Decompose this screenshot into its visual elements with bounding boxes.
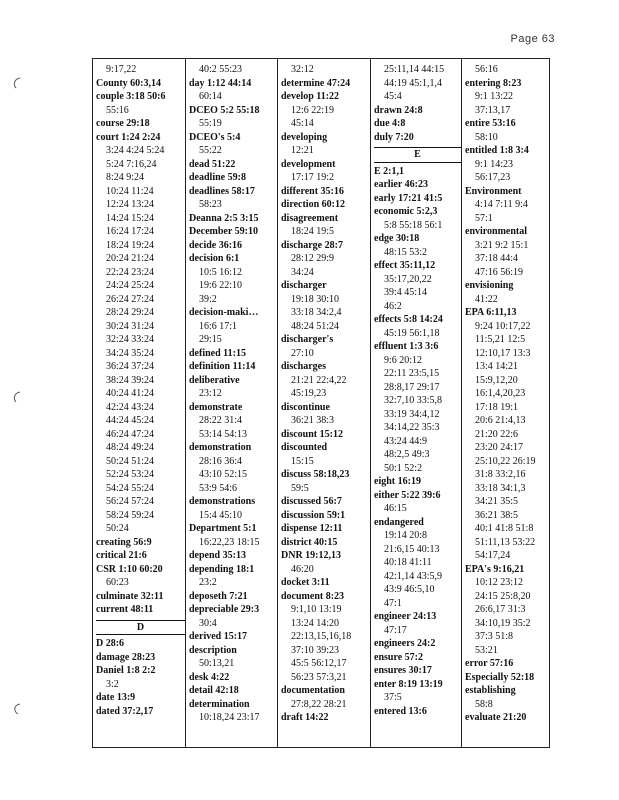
index-column-4 xyxy=(370,59,461,747)
index-term-entry: direction 60:12 xyxy=(281,199,345,210)
index-page-ref-line: 9:6 20:12 xyxy=(384,354,423,366)
index-term-entry: ensures 30:17 xyxy=(374,665,432,676)
index-term-entry: establishing xyxy=(465,685,516,696)
index-term-entry: D 28:6 xyxy=(96,638,125,649)
index-page-ref-line: 3:2 xyxy=(106,678,119,690)
index-term-entry: decide 36:16 xyxy=(189,239,243,251)
index-term-entry: discount 15:12 xyxy=(281,428,343,440)
index-page-ref-line: 22:11 23:5,15 xyxy=(384,368,440,379)
index-term-entry: different 35:16 xyxy=(281,185,344,197)
index-page-ref-line: 55:19 xyxy=(199,118,222,129)
index-term-entry: discharger xyxy=(281,280,327,291)
index-page-ref-line: 17:17 19:2 xyxy=(291,172,335,183)
index-page-ref-line: 53:21 xyxy=(475,644,498,656)
index-term-entry: document 8:23 xyxy=(281,590,345,602)
index-page-ref-line: 3:21 9:2 15:1 xyxy=(475,239,529,251)
index-page-ref-line: 45:19,23 xyxy=(291,388,327,399)
index-page-ref-line: 33:18 34:2,4 xyxy=(291,307,342,318)
index-term-entry: culminate 32:11 xyxy=(96,590,164,602)
index-page-ref-line: 42:1,14 43:5,9 xyxy=(384,570,443,582)
index-page-ref-line: 32:7,10 33:5,8 xyxy=(384,395,443,406)
index-page-ref-line: 28:12 29:9 xyxy=(291,253,335,264)
index-page-ref-line: 46:2 xyxy=(384,300,402,312)
index-term-entry: decision-maki… xyxy=(189,307,259,318)
index-page-ref-line: 37:3 51:8 xyxy=(475,631,514,642)
index-page-ref-line: 27:10 xyxy=(291,347,314,359)
index-page-ref-line: 27:8,22 28:21 xyxy=(291,698,347,710)
index-page-ref-line: 14:24 15:24 xyxy=(106,212,155,224)
index-term-entry: environmental xyxy=(465,226,528,237)
index-page-ref-line: 12:21 xyxy=(291,145,314,156)
index-page-ref-line: 22:24 23:24 xyxy=(106,266,155,278)
index-page-ref-line: 46:15 xyxy=(384,503,407,514)
index-page-ref-line: 24:24 25:24 xyxy=(106,280,155,291)
index-term-entry: Environment xyxy=(465,185,522,197)
index-term-entry: entire 53:16 xyxy=(465,118,516,129)
index-page-ref-line: 28:16 36:4 xyxy=(199,455,243,467)
page-number: Page 63 xyxy=(510,33,555,45)
index-page-ref-line: 44:19 45:1,1,4 xyxy=(384,77,443,89)
index-term-entry: economic 5:2,3 xyxy=(374,206,438,217)
index-term-entry: demonstrate xyxy=(189,401,243,413)
index-term-entry: dead 51:22 xyxy=(189,158,236,170)
index-page-ref-line: 16:24 17:24 xyxy=(106,226,155,237)
punch-hole-mark-top-icon xyxy=(10,76,24,90)
index-page-ref-line: 55:22 xyxy=(199,145,222,156)
index-term-entry: effluent 1:3 3:6 xyxy=(374,341,439,352)
index-page-ref-line: 31:8 33:2,16 xyxy=(475,469,526,480)
index-page-ref-line: 13:4 14:21 xyxy=(475,361,519,372)
index-term-entry: DNR 19:12,13 xyxy=(281,550,341,561)
index-page-ref-line: 34:10,19 35:2 xyxy=(475,617,531,629)
index-page-ref-line: 48:24 49:24 xyxy=(106,442,155,453)
index-page-ref-line: 56:17,23 xyxy=(475,172,511,183)
index-page-ref-line: 30:24 31:24 xyxy=(106,320,155,332)
index-page-ref-line: 29:15 xyxy=(199,334,222,345)
index-page-ref-line: 40:24 41:24 xyxy=(106,388,155,399)
index-page-ref-line: 10:18,24 23:17 xyxy=(199,712,260,723)
index-page-ref-line: 19:6 22:10 xyxy=(199,280,243,291)
index-page-ref-line: 5:24 7:16,24 xyxy=(106,158,157,170)
index-term-entry: current 48:11 xyxy=(96,604,154,615)
index-term-entry: County 60:3,14 xyxy=(96,77,162,89)
index-column-5 xyxy=(461,59,549,747)
index-term-entry: discharge 28:7 xyxy=(281,239,343,251)
index-page-ref-line: 60:14 xyxy=(199,91,222,102)
index-page-ref-line: 39:4 45:14 xyxy=(384,287,428,298)
index-page-ref-line: 45:14 xyxy=(291,118,314,129)
index-page-ref-line: 48:24 51:24 xyxy=(291,320,340,332)
index-page-ref-line: 17:18 19:1 xyxy=(475,401,519,413)
index-page-ref-line: 9:1,10 13:19 xyxy=(291,604,342,615)
index-term-entry: creating 56:9 xyxy=(96,536,152,548)
index-term-entry: due 4:8 xyxy=(374,118,406,129)
index-page-ref-line: 15:4 45:10 xyxy=(199,509,243,521)
index-page-ref-line: 3:24 4:24 5:24 xyxy=(106,145,165,156)
index-page-ref-line: 33:18 34:1,3 xyxy=(475,482,526,494)
index-page-ref-line: 58:24 59:24 xyxy=(106,509,155,521)
index-page-ref-line: 22:13,15,16,18 xyxy=(291,631,352,642)
index-page-ref-line: 9:17,22 xyxy=(106,64,137,75)
index-page-ref-line: 37:5 xyxy=(384,692,402,703)
index-term-entry: engineers 24:2 xyxy=(374,638,436,649)
index-page-ref-line: 19:18 30:10 xyxy=(291,293,340,305)
index-page-ref-line: 50:24 xyxy=(106,523,129,534)
index-column-2 xyxy=(185,59,277,747)
index-page-ref-line: 45:19 56:1,18 xyxy=(384,327,440,339)
index-page-ref-line: 28:22 31:4 xyxy=(199,415,243,426)
index-page-ref-line: 48:15 53:2 xyxy=(384,246,428,258)
index-term-entry: discuss 58:18,23 xyxy=(281,469,350,480)
index-page-ref-line: 42:24 43:24 xyxy=(106,401,155,413)
index-page-ref-line: 48:2,5 49:3 xyxy=(384,449,430,460)
index-page-ref-line: 12:10,17 13:3 xyxy=(475,347,531,359)
index-term-entry: deliberative xyxy=(189,374,240,386)
index-term-entry: eight 16:19 xyxy=(374,476,421,487)
index-page-ref-line: 40:18 41:11 xyxy=(384,557,432,568)
index-term-entry: DCEO's 5:4 xyxy=(189,131,241,143)
index-page-ref-line: 50:13,21 xyxy=(199,658,235,669)
index-term-entry: documentation xyxy=(281,685,345,696)
index-page-ref-line: 4:14 7:11 9:4 xyxy=(475,199,528,210)
index-page-ref-line: 50:1 52:2 xyxy=(384,462,423,474)
index-term-entry: demonstration xyxy=(189,442,252,453)
index-page-ref-line: 21:21 22:4,22 xyxy=(291,374,347,386)
index-term-entry: dated 37:2,17 xyxy=(96,705,154,717)
punch-hole-mark-middle-icon xyxy=(10,390,24,404)
index-page-ref-line: 5:8 55:18 56:1 xyxy=(384,219,443,231)
index-term-entry: day 1:12 44:14 xyxy=(189,77,252,89)
index-page-ref-line: 47:16 56:19 xyxy=(475,266,524,278)
index-term-entry: entering 8:23 xyxy=(465,77,522,89)
index-page-ref-line: 44:24 45:24 xyxy=(106,415,155,426)
index-term-entry: discharges xyxy=(281,361,326,372)
index-term-entry: deadlines 58:17 xyxy=(189,185,255,197)
index-term-entry: error 57:16 xyxy=(465,658,514,669)
index-page-ref-line: 56:23 57:3,21 xyxy=(291,671,347,683)
index-page-ref-line: 40:1 41:8 51:8 xyxy=(475,523,534,534)
index-term-entry: draft 14:22 xyxy=(281,712,329,723)
index-term-entry: deadline 59:8 xyxy=(189,172,246,183)
index-page-ref-line: 53:14 54:13 xyxy=(199,428,248,440)
index-page-ref-line: 38:24 39:24 xyxy=(106,374,155,386)
index-term-entry: discounted xyxy=(281,442,328,453)
index-term-entry: critical 21:6 xyxy=(96,550,147,561)
index-page-ref-line: 13:24 14:20 xyxy=(291,617,340,629)
index-term-entry: dispense 12:11 xyxy=(281,523,343,534)
index-page-ref-line: 34:24 xyxy=(291,266,314,278)
index-term-entry: evaluate 21:20 xyxy=(465,712,527,723)
index-term-entry: date 13:9 xyxy=(96,692,136,703)
index-page-ref-line: 10:12 23:12 xyxy=(475,577,524,588)
index-term-entry: E 2:1,1 xyxy=(374,165,404,177)
index-page-ref-line: 23:2 xyxy=(199,577,217,588)
index-term-entry: CSR 1:10 60:20 xyxy=(96,563,163,575)
index-term-entry: depreciable 29:3 xyxy=(189,604,260,615)
index-page-ref-line: 37:10 39:23 xyxy=(291,644,340,656)
index-page-ref-line: 46:20 xyxy=(291,563,314,575)
section-letter-heading: E xyxy=(374,147,461,163)
index-term-entry: demonstrations xyxy=(189,496,256,507)
punch-hole-mark-bottom-icon xyxy=(10,702,24,716)
index-page-ref-line: 30:4 xyxy=(199,617,217,629)
index-term-entry: discontinue xyxy=(281,401,330,413)
index-page-ref-line: 20:6 21:4,13 xyxy=(475,415,526,426)
index-page-ref-line: 32:24 33:24 xyxy=(106,334,155,345)
index-column-3 xyxy=(277,59,370,747)
index-term-entry: develop 11:22 xyxy=(281,91,340,102)
index-term-entry: discussed 56:7 xyxy=(281,496,342,507)
index-page-ref-line: 47:17 xyxy=(384,624,407,636)
index-page-ref-line: 45:4 xyxy=(384,91,402,102)
index-page-ref-line: 16:1,4,20,23 xyxy=(475,388,526,399)
index-page-ref-line: 37:18 44:4 xyxy=(475,253,519,264)
index-term-entry: desk 4:22 xyxy=(189,671,230,683)
section-letter-heading: D xyxy=(96,620,185,636)
index-term-entry: early 17:21 41:5 xyxy=(374,192,443,204)
index-term-entry: edge 30:18 xyxy=(374,233,420,244)
index-term-entry: course 29:18 xyxy=(96,118,150,129)
index-page-ref-line: 34:24 35:24 xyxy=(106,347,155,359)
index-page-ref-line: 57:1 xyxy=(475,212,493,224)
index-page-ref-line: 56:24 57:24 xyxy=(106,496,155,507)
index-term-entry: depending 18:1 xyxy=(189,563,255,575)
index-term-entry: either 5:22 39:6 xyxy=(374,489,441,501)
index-page-ref-line: 52:24 53:24 xyxy=(106,469,155,480)
index-page-ref-line: 37:13,17 xyxy=(475,104,511,116)
index-page-ref-line: 53:9 54:6 xyxy=(199,482,238,494)
index-page-ref-line: 12:6 22:19 xyxy=(291,104,335,116)
index-page-ref-line: 16:22,23 18:15 xyxy=(199,536,260,548)
index-term-entry: Deanna 2:5 3:15 xyxy=(189,212,259,224)
index-page-ref-line: 35:17,20,22 xyxy=(384,273,432,285)
index-page-ref-line: 15:9,12,20 xyxy=(475,374,518,386)
index-page-ref-line: 16:6 17:1 xyxy=(199,320,238,332)
index-term-entry: definition 11:14 xyxy=(189,361,256,372)
index-page-ref-line: 25:10,22 26:19 xyxy=(475,455,536,467)
index-page-ref-line: 36:21 38:5 xyxy=(475,509,519,521)
index-page-ref-line: 24:15 25:8,20 xyxy=(475,590,531,602)
index-term-entry: EPA's 9:16,21 xyxy=(465,563,525,575)
index-page-ref-line: 45:5 56:12,17 xyxy=(291,658,347,669)
index-page-ref-line: 58:8 xyxy=(475,698,493,710)
index-term-entry: endangered xyxy=(374,516,424,528)
word-index-table xyxy=(92,58,550,748)
index-term-entry: DCEO 5:2 55:18 xyxy=(189,104,260,116)
index-page-ref-line: 21:20 22:6 xyxy=(475,428,519,440)
index-page-ref-line: 11:5,21 12:5 xyxy=(475,334,526,345)
index-page-ref-line: 43:10 52:15 xyxy=(199,469,248,480)
index-term-entry: decision 6:1 xyxy=(189,253,240,264)
index-term-entry: defined 11:15 xyxy=(189,347,246,359)
index-term-entry: discharger's xyxy=(281,334,334,345)
index-term-entry: Especially 52:18 xyxy=(465,671,535,683)
index-page-ref-line: 32:12 xyxy=(291,64,314,75)
index-page-ref-line: 34:21 35:5 xyxy=(475,496,519,507)
index-term-entry: docket 3:11 xyxy=(281,577,330,588)
index-term-entry: entered 13:6 xyxy=(374,705,427,717)
index-page-ref-line: 9:1 14:23 xyxy=(475,158,514,170)
index-page-ref-line: 23:20 24:17 xyxy=(475,442,524,453)
index-page-ref-line: 9:1 13:22 xyxy=(475,91,514,102)
index-page-ref-line: 43:9 46:5,10 xyxy=(384,584,435,595)
index-page-ref-line: 34:14,22 35:3 xyxy=(384,422,440,433)
index-page-ref-line: 21:6,15 40:13 xyxy=(384,543,440,555)
index-term-entry: district 40:15 xyxy=(281,536,338,548)
index-page-ref-line: 47:1 xyxy=(384,597,402,609)
index-page-ref-line: 54:24 55:24 xyxy=(106,482,155,494)
index-page-ref-line: 36:21 38:3 xyxy=(291,415,335,426)
index-term-entry: court 1:24 2:24 xyxy=(96,131,161,143)
index-term-entry: detail 42:18 xyxy=(189,685,239,696)
index-page-ref-line: 43:24 44:9 xyxy=(384,435,428,447)
index-term-entry: Department 5:1 xyxy=(189,523,257,534)
index-term-entry: engineer 24:13 xyxy=(374,611,437,622)
index-page-ref-line: 23:12 xyxy=(199,388,222,399)
index-term-entry: envisioning xyxy=(465,280,514,291)
index-term-entry: EPA 6:11,13 xyxy=(465,307,517,318)
index-page-ref-line: 20:24 21:24 xyxy=(106,253,155,264)
index-term-entry: drawn 24:8 xyxy=(374,104,423,116)
index-term-entry: developing xyxy=(281,131,328,143)
index-term-entry: December 59:10 xyxy=(189,226,258,237)
index-term-entry: enter 8:19 13:19 xyxy=(374,678,443,690)
index-column-1 xyxy=(93,59,185,747)
index-term-entry: discussion 59:1 xyxy=(281,509,346,521)
index-page-ref-line: 12:24 13:24 xyxy=(106,199,155,210)
index-term-entry: description xyxy=(189,644,237,656)
index-term-entry: determination xyxy=(189,698,250,710)
index-page-ref-line: 18:24 19:5 xyxy=(291,226,335,237)
index-page-ref-line: 41:22 xyxy=(475,293,498,305)
index-term-entry: Daniel 1:8 2:2 xyxy=(96,665,156,676)
index-page-ref-line: 33:19 34:4,12 xyxy=(384,408,440,420)
index-page-ref-line: 50:24 51:24 xyxy=(106,455,155,467)
index-page-ref-line: 26:6,17 31:3 xyxy=(475,604,526,615)
index-page-ref-line: 58:10 xyxy=(475,131,498,143)
index-term-entry: duly 7:20 xyxy=(374,131,414,143)
index-term-entry: derived 15:17 xyxy=(189,631,248,642)
index-term-entry: earlier 46:23 xyxy=(374,179,428,190)
index-page-ref-line: 58:23 xyxy=(199,199,222,210)
index-page-ref-line: 15:15 xyxy=(291,455,314,467)
index-page-ref-line: 28:8,17 29:17 xyxy=(384,381,440,393)
index-term-entry: effect 35:11,12 xyxy=(374,260,436,271)
index-page-ref-line: 19:14 20:8 xyxy=(384,530,428,541)
index-term-entry: entitled 1:8 3:4 xyxy=(465,145,529,156)
index-term-entry: development xyxy=(281,158,336,170)
index-page-ref-line: 8:24 9:24 xyxy=(106,172,145,183)
index-page-ref-line: 25:11,14 44:15 xyxy=(384,64,445,75)
index-term-entry: disagreement xyxy=(281,212,339,224)
index-page-ref-line: 36:24 37:24 xyxy=(106,361,155,372)
index-term-entry: damage 28:23 xyxy=(96,651,156,663)
index-page-ref-line: 26:24 27:24 xyxy=(106,293,155,305)
index-page-ref-line: 18:24 19:24 xyxy=(106,239,155,251)
index-page-ref-line: 40:2 55:23 xyxy=(199,64,243,75)
index-term-entry: depend 35:13 xyxy=(189,550,246,561)
index-page-ref-line: 54:17,24 xyxy=(475,550,511,561)
index-page-ref-line: 9:24 10:17,22 xyxy=(475,320,531,332)
index-page-ref-line: 39:2 xyxy=(199,293,217,305)
index-page-ref-line: 10:5 16:12 xyxy=(199,266,243,278)
index-page-ref-line: 51:11,13 53:22 xyxy=(475,536,536,548)
index-term-entry: ensure 57:2 xyxy=(374,651,423,663)
index-page-ref-line: 10:24 11:24 xyxy=(106,185,154,197)
index-term-entry: effects 5:8 14:24 xyxy=(374,314,443,325)
index-page-ref-line: 46:24 47:24 xyxy=(106,428,155,440)
index-term-entry: deposeth 7:21 xyxy=(189,590,248,602)
index-term-entry: couple 3:18 50:6 xyxy=(96,91,166,102)
index-page-ref-line: 60:23 xyxy=(106,577,129,588)
index-page-ref-line: 28:24 29:24 xyxy=(106,307,155,318)
index-page-ref-line: 59:5 xyxy=(291,482,309,494)
index-page-ref-line: 55:16 xyxy=(106,104,129,116)
index-page-ref-line: 56:16 xyxy=(475,64,498,75)
index-term-entry: determine 47:24 xyxy=(281,77,351,89)
